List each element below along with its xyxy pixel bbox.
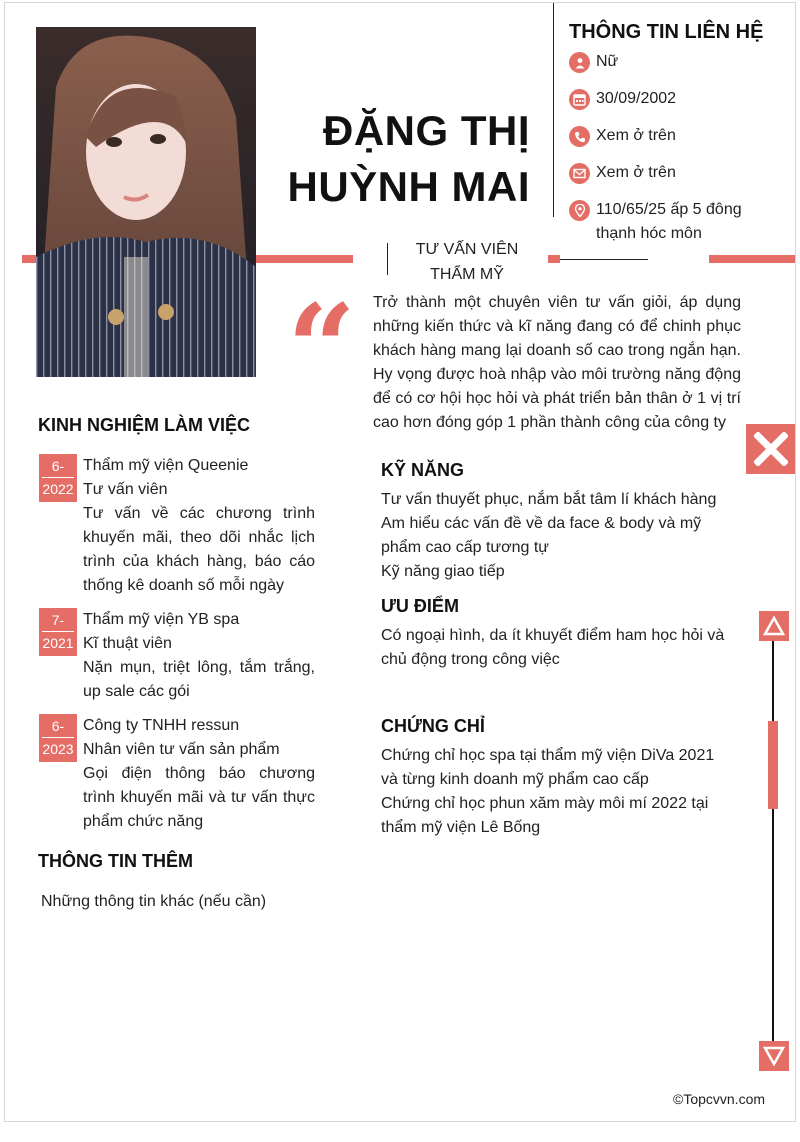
accent-bar [22,255,36,263]
experience-year: 2021 [42,635,74,651]
experience-position: Tư vấn viên [83,481,168,498]
contact-gender-text: Nữ [596,53,619,70]
contact-address-text [596,198,742,246]
experience-position: Nhân viên tư vấn sản phẩm [83,741,280,758]
experience-item [39,608,315,704]
job-title-line-1: TƯ VẤN VIÊN [415,241,519,258]
experience-date [39,608,77,656]
candidate-name [260,103,530,215]
address-line-2: thạnh hóc môn [596,225,702,242]
certificate-item: Chứng chỉ học phun xăm mày môi mí 2022 tại thẩm mỹ viện Lê Bống [381,795,709,836]
phone-icon [569,126,590,147]
experience-description: Gọi điện thông báo chương trình khuyến mãi và tư vấn thực phẩm chức năng [83,765,315,830]
experience-company: Công ty TNHH ressun [83,717,240,734]
certificates-list [381,744,729,840]
accent-bar [548,255,560,263]
contact-email-text: Xem ở trên [596,164,676,181]
contact-phone-text: Xem ở trên [596,127,676,144]
accent-bar [256,255,353,263]
experience-date [39,454,77,502]
location-pin-icon [569,200,590,221]
profile-photo [36,27,256,377]
extra-info-text: Những thông tin khác (nếu cần) [41,893,267,910]
contact-address [569,198,742,246]
career-objective: Trở thành một chuyên viên tư vấn giỏi, áp dụng những kiến thức và kĩ năng đang có để chinh phục khách hàng mang lại doanh số cao trong ngắn hạn. Hy vọng được hoà nhập vào môi trường năng động để có cơ hội học hỏi và phát triển bản thân ở 1 vị trí cao hơn đóng góp 1 phần thành công của công ty [373,294,741,431]
contact-divider [553,3,554,217]
calendar-icon [569,89,590,110]
scroll-thumb[interactable] [768,721,778,809]
title-divider [387,243,388,275]
address-line-1: 110/65/25 ấp 5 đông [596,201,742,218]
scroll-track[interactable] [772,641,774,1041]
strengths-text: Có ngoại hình, da ít khuyết điểm ham học hỏi và chủ động trong công việc [381,627,725,668]
skills-list [381,488,729,584]
cv-page [4,2,796,1122]
skill-item: Kỹ năng giao tiếp [381,563,505,580]
divider-line [560,259,648,260]
experience-title: KINH NGHIỆM LÀM VIỆC [38,415,251,435]
name-line-2: HUỲNH MAI [287,163,530,210]
triangle-up-icon [763,616,785,636]
name-line-1: ĐẶNG THỊ [323,107,530,154]
experience-month: 6- [42,715,74,738]
experience-date [39,714,77,762]
contact-birthday [569,87,676,111]
certificate-item: Chứng chỉ học spa tại thẩm mỹ viện DiVa 2021 và từng kinh doanh mỹ phẩm cao cấp [381,747,715,788]
skill-item: Am hiểu các vấn đề về da face & body và mỹ phẩm cao cấp tương tự [381,515,702,556]
close-icon [754,432,788,466]
contact-email [569,161,676,185]
contact-birthday-text: 30/09/2002 [596,90,677,107]
quote-icon: “ [287,278,357,419]
skill-item: Tư vấn thuyết phục, nắm bắt tâm lí khách hàng [381,491,717,508]
experience-description: Tư vấn về các chương trình khuyến mãi, theo dõi nhắc lịch trình của khách hàng, báo cáo thống kê doanh số mỗi ngày [83,505,315,594]
experience-item [39,714,315,834]
accent-bar [709,255,796,263]
experience-year: 2022 [42,481,74,497]
skills-title: KỸ NĂNG [381,460,465,480]
strengths-title: ƯU ĐIỂM [381,596,459,616]
envelope-icon [569,163,590,184]
contact-phone [569,124,676,148]
job-title [397,237,537,287]
close-button[interactable] [746,424,796,474]
experience-year: 2023 [42,741,74,757]
experience-position: Kĩ thuật viên [83,635,172,652]
experience-month: 7- [42,609,74,632]
experience-month: 6- [42,455,74,478]
copyright-text: ©Topcvvn.com [673,1091,766,1107]
contact-gender [569,50,618,74]
person-icon [569,52,590,73]
certificates-title: CHỨNG CHỈ [381,716,485,736]
triangle-down-icon [763,1046,785,1066]
scroll-down-button[interactable] [759,1041,789,1071]
experience-item [39,454,315,598]
contact-title: THÔNG TIN LIÊN HỆ [569,21,764,43]
experience-description: Nặn mụn, triệt lông, tắm trắng, up sale các gói [83,659,315,700]
extra-info-title: THÔNG TIN THÊM [38,851,193,871]
scroll-up-button[interactable] [759,611,789,641]
job-title-line-2: THẨM MỸ [430,266,504,283]
experience-company: Thẩm mỹ viện Queenie [83,457,249,474]
experience-company: Thẩm mỹ viện YB spa [83,611,240,628]
